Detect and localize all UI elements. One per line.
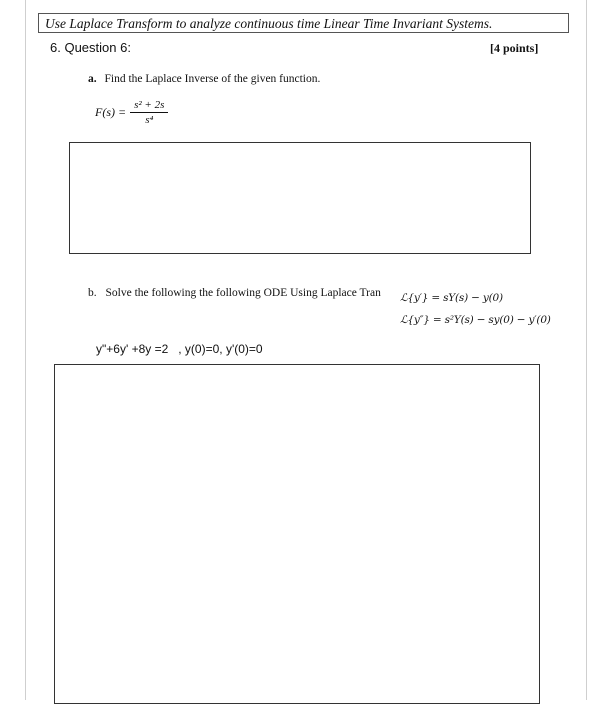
answer-box-part-b[interactable]	[54, 364, 540, 704]
laplace-second-derivative-hint: ℒ{y″} = s²Y(s) − sy(0) − y′(0)	[400, 314, 551, 326]
part-b-text: Solve the following the following ODE Using Laplace Tran	[105, 287, 381, 299]
question-points: [4 points]	[490, 41, 539, 55]
part-b-marker: b.	[88, 287, 97, 299]
part-a-marker: a.	[88, 73, 97, 85]
laplace-first-derivative-hint: ℒ{y′} = sY(s) − y(0)	[400, 292, 503, 304]
answer-box-part-a[interactable]	[69, 142, 531, 254]
question-title: 6. Question 6:	[50, 40, 131, 55]
formula-fraction	[130, 99, 168, 126]
ode-equation: y"+6y' +8y =2 , y(0)=0, y'(0)=0	[96, 342, 263, 356]
section-header: Use Laplace Transform to analyze continuous time Linear Time Invariant Systems.	[38, 13, 569, 33]
formula-numerator: s² + 2s	[130, 99, 168, 113]
part-a-prompt	[88, 73, 320, 85]
formula-denominator: s⁴	[145, 114, 154, 126]
formula-lhs: F(s) =	[95, 105, 127, 119]
page-border-left	[25, 0, 26, 700]
part-a-text: Find the Laplace Inverse of the given function.	[104, 73, 321, 85]
laplace-function-formula	[95, 99, 168, 126]
part-b-prompt	[88, 287, 381, 299]
page-border-right	[586, 0, 587, 700]
